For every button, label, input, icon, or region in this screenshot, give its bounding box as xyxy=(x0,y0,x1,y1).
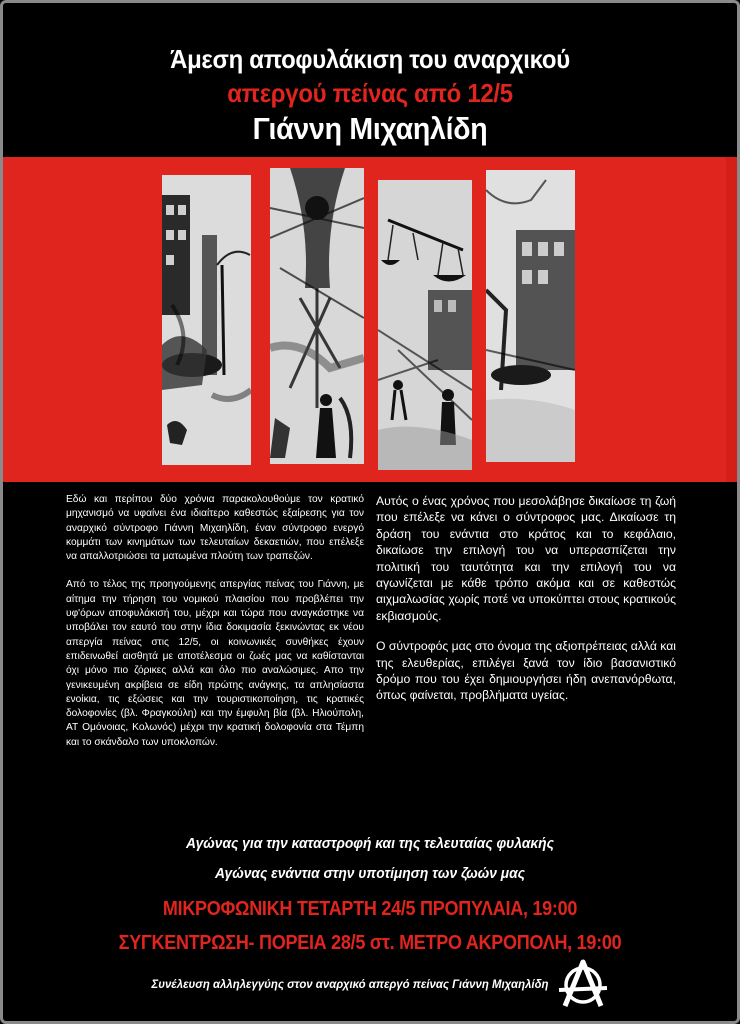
body-left-column xyxy=(66,493,364,764)
panel-crane-figure-icon xyxy=(270,168,364,464)
panel-buildings-icon xyxy=(162,175,251,465)
poster-title xyxy=(0,42,740,148)
circle-a-anarchy-icon xyxy=(557,958,609,1010)
title-line-3: Γιάννη Μιχαηλίδη xyxy=(252,111,488,146)
slogan-2: Αγώνας ενάντια στην υποτίμηση των ζωών μας xyxy=(214,865,526,882)
event-2: ΣΥΓΚΕΝΤΡΩΣΗ- ΠΟΡΕΙΑ 28/5 στ. ΜΕΤΡΟ ΑΚΡΟΠΟΛΗ, 19:00 xyxy=(118,932,622,954)
signature: Συνέλευση αλληλεγγύης στον αναρχικό απεργό πείνας Γιάννη Μιχαηλίδη xyxy=(151,977,549,991)
body-right-column xyxy=(376,493,676,718)
panel-street-icon xyxy=(486,170,575,462)
red-band-edge xyxy=(726,157,740,482)
event-1: ΜΙΚΡΟΦΩΝΙΚΗ ΤΕΤΑΡΤΗ 24/5 ΠΡΟΠΥΛΑΙΑ, 19:00 xyxy=(162,898,578,920)
body-paragraph: Εδώ και περίπου δύο χρόνια παρακολουθούμε τον κρατικό μηχανισμό να υφαίνει ένα ιδιαίτερο καθεστώς εξαίρεσης για τον αναρχικό σύντροφο Γιάννη Μιχαηλίδη, έναν σύντροφο ενεργό κομμάτι των κινημάτων των τελευταίων δεκαετιών, που επέλεξε να απαλλοτριώσει τα ματωμένα πλούτη των τραπεζών. xyxy=(66,494,364,563)
slogan-1: Αγώνας για την καταστροφή και της τελευταίας φυλακής xyxy=(186,835,554,852)
body-paragraph: Αυτός ο ένας χρόνος που μεσολάβησε δικαίωσε τη ζωή που επέλεξε να κάνει ο σύντροφος μας. Δικαίωσε τη δράση του ενάντια στο κράτος και το κεφάλαιο, δικαίωσε την επιλογή του να υπερασπίζεται την πολιτική του ταυτότητα και την επιλογή του να αγωνίζεται με κάθε τρόπο ακόμα και σε καθεστώς αιχμαλωσίας χωρίς ποτέ να υποκύπτει στους κρατικούς εκβιασμούς. xyxy=(376,494,676,623)
red-band xyxy=(0,157,740,482)
title-line-1: Άμεση αποφυλάκιση του αναρχικού xyxy=(170,44,570,74)
panel-scales-justice-icon xyxy=(378,180,472,470)
body-paragraph: Ο σύντροφός μας στο όνομα της αξιοπρέπειας αλλά και της ελευθερίας, επιλέγει ξανά τον ίδιο βασανιστικό δρόμο που του έχει δημιουργήσει ήδη ανεπανόρθωτα, όπως φαίνεται, προβλήματα υγείας. xyxy=(376,639,676,703)
body-paragraph: Από το τέλος της προηγούμενης απεργίας πείνας του Γιάννη, με αίτημα την τήρηση του νομικού πλαισίου που προβλέπει την υφ'όρων αποφυλάκισή του, μέχρι και τώρα που αναγκάστηκε να υποβάλει τον εαυτό του στην ίδια δοκιμασία ξεκινώντας εκ νέου απεργία πείνας στις 12/5, οι κοινωνικές συνθήκες έχουν επιδεινωθεί αισθητά με αποτέλεσμα οι ζωές μας να καθίστανται όχι μόνο πιο ζόρικες αλλά και όλο πιο αναλώσιμες. Απο την γενικευμένη ακρίβεια σε είδη πρώτης ανάγκης, τα απλησίαστα ενοίκια, τις εξώσεις και την τουριστικοποίηση, τις κρατικές δολοφονίες (βλ. Φραγκούλη) και την έμφυλη βία (βλ. Ηλιούπολη, ΑΤ Ομόνοιας, Κολωνός) μέχρι την κρατική δολοφονία στα Τέμπη και το σκάνδαλο των υποκλοπών. xyxy=(66,579,364,748)
slogans-block xyxy=(0,829,740,960)
title-line-2: απεργού πείνας από 12/5 xyxy=(227,78,513,108)
